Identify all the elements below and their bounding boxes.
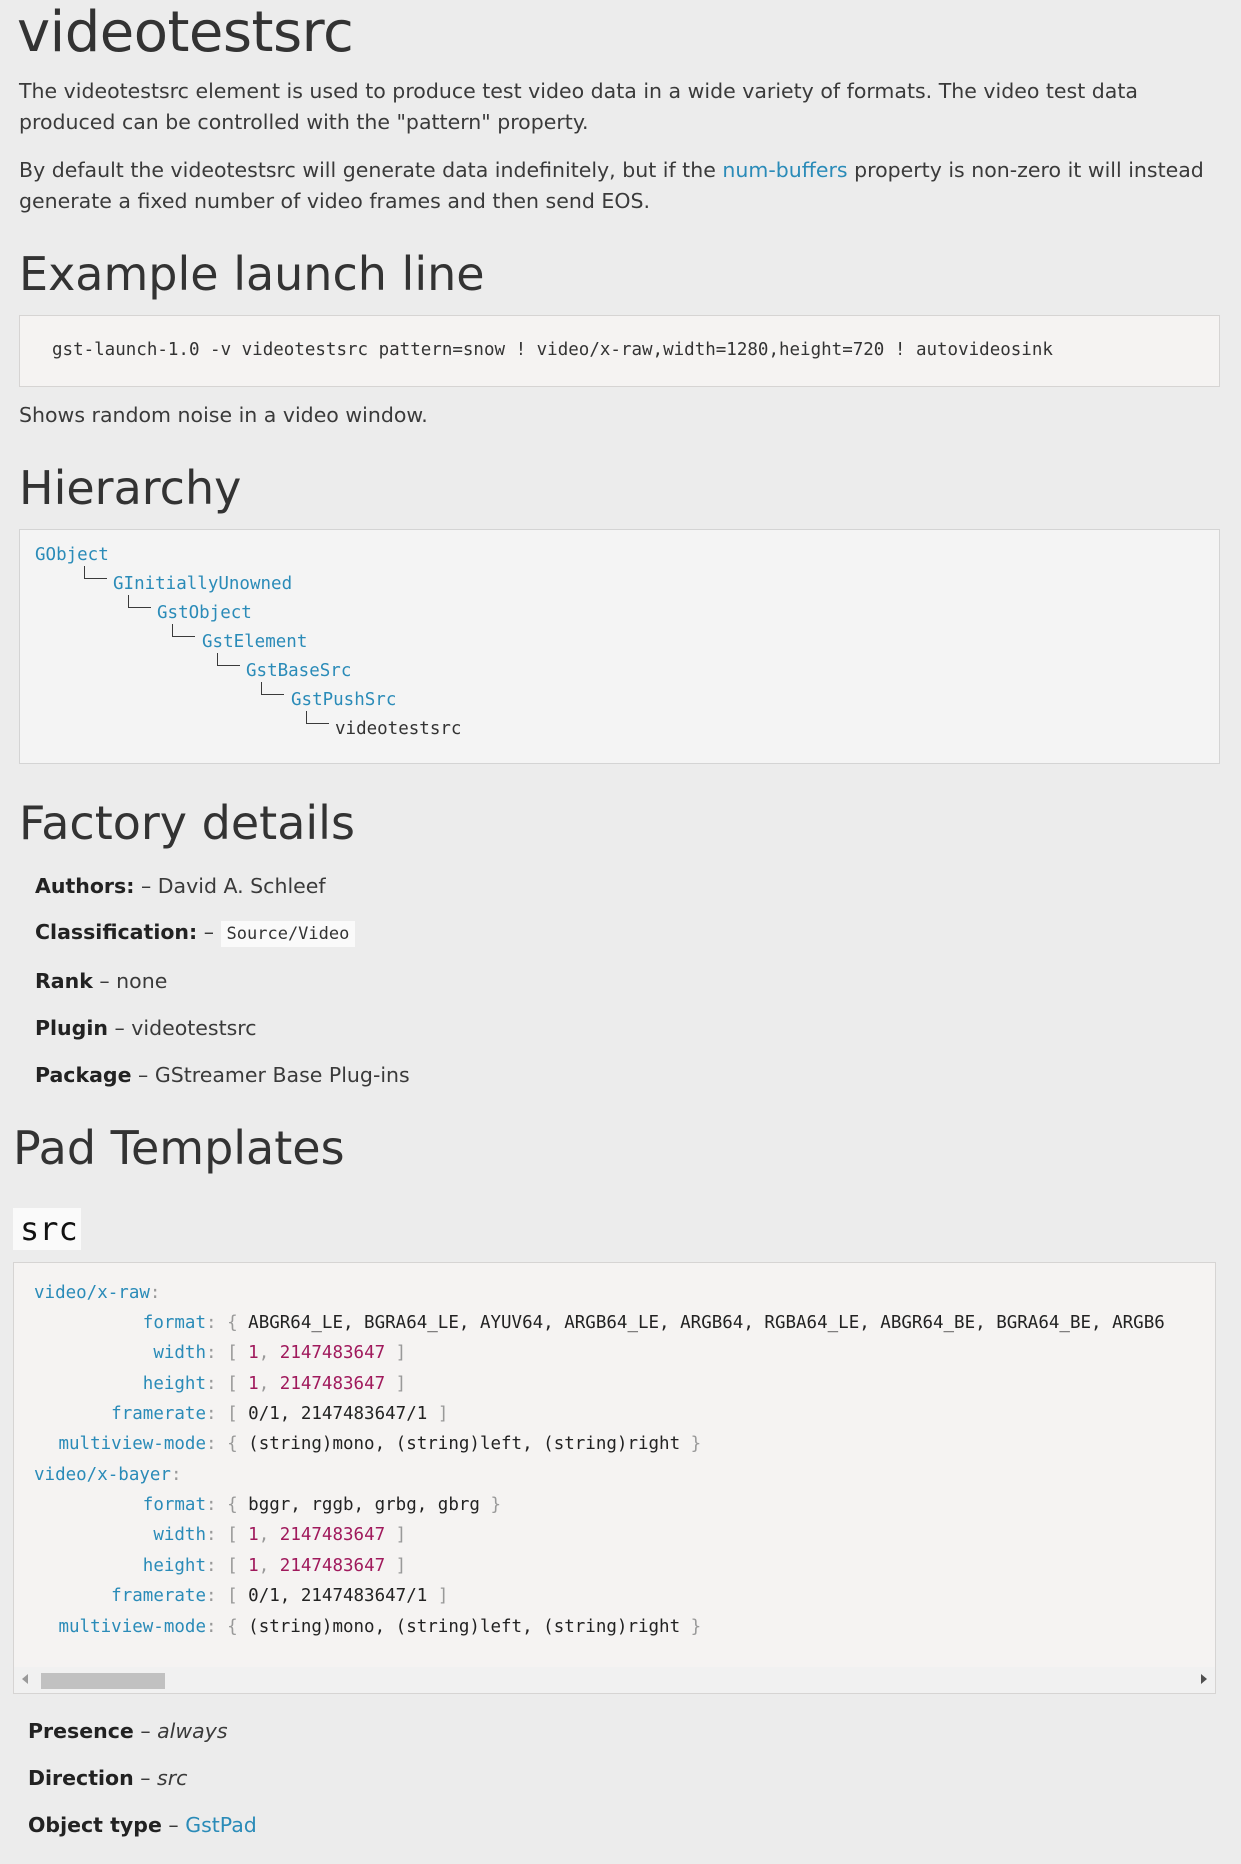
- hierarchy-gstobject-link[interactable]: GstObject: [157, 603, 252, 623]
- hierarchy-ginitiallyunowned-link[interactable]: GInitiallyUnowned: [113, 574, 293, 594]
- direction-label: Direction: [28, 1766, 134, 1790]
- tree-connector: [306, 711, 329, 724]
- hierarchy-gstelement-link[interactable]: GstElement: [202, 632, 308, 652]
- hierarchy-gobject-link[interactable]: GObject: [35, 545, 109, 565]
- dash: –: [114, 1016, 125, 1040]
- caps-field-width: width: [ 1, 2147483647 ]: [153, 1525, 407, 1545]
- authors-label: Authors:: [35, 874, 135, 898]
- scroll-left-arrow-icon[interactable]: [22, 1674, 28, 1684]
- classification-value: Source/Video: [221, 921, 356, 947]
- example-caption: Shows random noise in a video window.: [19, 403, 428, 427]
- tree-connector: [84, 566, 107, 579]
- pad-direction: [28, 1766, 187, 1790]
- factory-plugin: [35, 1016, 257, 1040]
- caps-field-height: height: [ 1, 2147483647 ]: [142, 1556, 407, 1576]
- scrollbar-thumb[interactable]: [41, 1673, 165, 1689]
- caps-field-height: height: [ 1, 2147483647 ]: [142, 1374, 407, 1394]
- caps-field-framerate: framerate: [ 0/1, 2147483647/1 ]: [111, 1586, 449, 1606]
- presence-value: always: [157, 1719, 228, 1743]
- classification-label: Classification:: [35, 920, 198, 944]
- factory-rank: [35, 969, 167, 993]
- tree-connector: [261, 682, 284, 695]
- intro-text-pre: By default the videotestsrc will generate data indefinitely, but if the: [19, 158, 723, 182]
- caps-media-type: video/x-bayer:: [34, 1465, 182, 1485]
- dash: –: [99, 969, 110, 993]
- rank-value: none: [116, 969, 168, 993]
- pad-presence: [28, 1719, 228, 1743]
- pad-templates-heading: Pad Templates: [13, 1121, 345, 1175]
- dash: –: [140, 874, 152, 898]
- caps-field-framerate: framerate: [ 0/1, 2147483647/1 ]: [111, 1404, 449, 1424]
- plugin-value: videotestsrc: [131, 1016, 257, 1040]
- caps-media-type: video/x-raw:: [34, 1283, 161, 1303]
- factory-heading: Factory details: [19, 796, 355, 850]
- scroll-right-arrow-icon[interactable]: [1201, 1674, 1207, 1684]
- horizontal-scrollbar[interactable]: [14, 1667, 1215, 1693]
- hierarchy-gstpushsrc-link[interactable]: GstPushSrc: [291, 690, 397, 710]
- authors-value: David A. Schleef: [157, 874, 326, 898]
- caps-field-format: format: { ABGR64_LE, BGRA64_LE, AYUV64, ARGB64_LE, ARGB64, RGBA64_LE, ABGR64_BE, BGRA64_BE, ARGB6: [142, 1313, 1165, 1333]
- intro-paragraph-2: [19, 155, 1219, 217]
- pad-name-chip: [13, 1208, 81, 1250]
- caps-field-format: format: { bggr, rggb, grbg, gbrg }: [142, 1495, 502, 1515]
- hierarchy-heading: Hierarchy: [19, 461, 242, 515]
- example-heading: Example launch line: [19, 247, 485, 301]
- factory-package: [35, 1063, 410, 1087]
- package-label: Package: [35, 1063, 132, 1087]
- tree-connector: [128, 595, 151, 608]
- launch-code-block: [19, 315, 1220, 387]
- dash: –: [138, 1063, 149, 1087]
- pad-caps-code-block[interactable]: [13, 1262, 1216, 1694]
- intro-text-post: property is non-zero it will instead generate a fixed number of video frames and then send EOS.: [19, 158, 1204, 213]
- caps-field-multiview: multiview-mode: { (string)mono, (string)left, (string)right }: [58, 1617, 702, 1637]
- pad-name: src: [20, 1210, 78, 1248]
- factory-authors: [35, 874, 326, 898]
- hierarchy-block: [19, 529, 1220, 764]
- presence-label: Presence: [28, 1719, 134, 1743]
- plugin-label: Plugin: [35, 1016, 108, 1040]
- hierarchy-gstbasesrc-link[interactable]: GstBaseSrc: [246, 661, 352, 681]
- caps-field-width: width: [ 1, 2147483647 ]: [153, 1343, 407, 1363]
- gstpad-link[interactable]: GstPad: [185, 1813, 257, 1837]
- dash: –: [203, 920, 214, 944]
- intro-paragraph: The videotestsrc element is used to produce test video data in a wide variety of formats. The video test data produced can be controlled with the "pattern" property.: [19, 79, 1138, 134]
- caps-field-multiview: multiview-mode: { (string)mono, (string)left, (string)right }: [58, 1434, 702, 1454]
- tree-connector: [172, 624, 195, 637]
- objtype-label: Object type: [28, 1813, 162, 1837]
- package-value: GStreamer Base Plug-ins: [154, 1063, 410, 1087]
- pad-object-type: [28, 1813, 257, 1837]
- page-title: videotestsrc: [17, 0, 354, 65]
- launch-command: gst-launch-1.0 -v videotestsrc pattern=snow ! video/x-raw,width=1280,height=720 ! autovideosink: [52, 340, 1053, 360]
- caps-format-list: ABGR64_LE, BGRA64_LE, AYUV64, ARGB64_LE, ARGB64, RGBA64_LE, ABGR64_BE, BGRA64_BE, ARGB6: [248, 1313, 1165, 1333]
- num-buffers-link[interactable]: num-buffers: [722, 158, 848, 182]
- factory-classification: [35, 920, 355, 944]
- dash: –: [140, 1766, 151, 1790]
- dash: –: [140, 1719, 151, 1743]
- rank-label: Rank: [35, 969, 93, 993]
- tree-connector: [217, 653, 240, 666]
- hierarchy-current-element: videotestsrc: [335, 719, 462, 739]
- dash: –: [168, 1813, 179, 1837]
- direction-value: src: [157, 1766, 188, 1790]
